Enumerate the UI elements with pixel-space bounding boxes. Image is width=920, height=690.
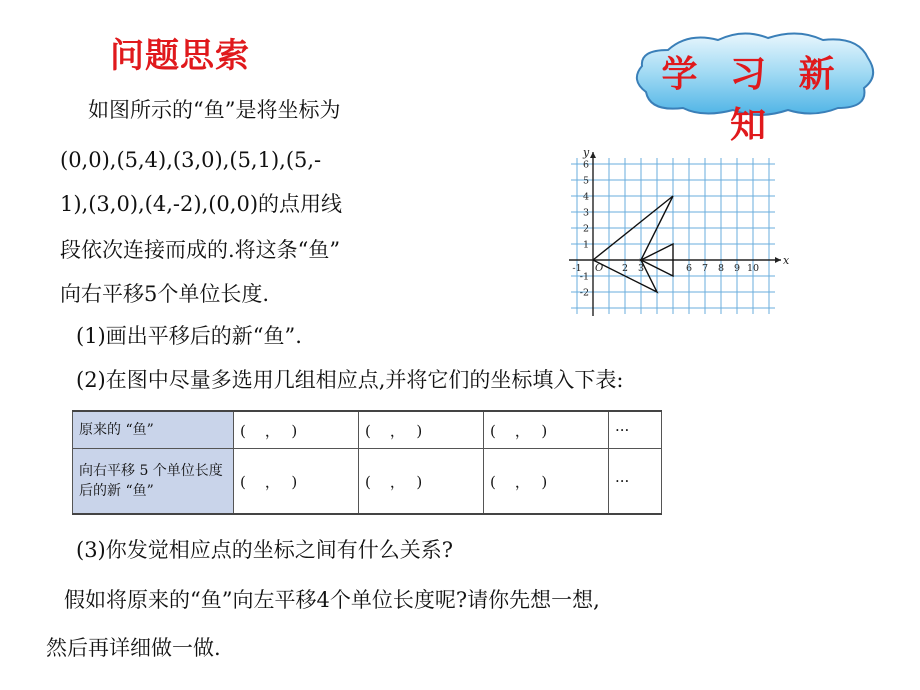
table-cell[interactable]: ( ， ) <box>359 449 484 515</box>
problem-line-3: 1),(3,0),(4,-2),(0,0)的点用线 <box>60 192 343 216</box>
y-tick-label: 2 <box>582 223 589 235</box>
badge-label: 学 习 新 知 <box>661 54 845 146</box>
table-cell-more: ··· <box>609 411 662 449</box>
x-tick-label: 10 <box>746 263 760 274</box>
table-cell[interactable]: ( ， ) <box>234 449 359 515</box>
y-tick-label: -2 <box>579 287 589 299</box>
row-label-original: 原来的 “鱼” <box>73 411 234 449</box>
y-axis-label: y <box>583 146 590 159</box>
origin-label: O <box>595 263 604 274</box>
table-row <box>73 449 662 515</box>
x-tick-label: -1 <box>572 263 582 274</box>
coordinate-table <box>72 410 662 515</box>
table-cell-more: ··· <box>609 449 662 515</box>
row-label-translated: 向右平移 5 个单位长度后的新 “鱼” <box>73 449 234 515</box>
table-cell[interactable]: ( ， ) <box>484 411 609 449</box>
y-tick-label: 3 <box>582 207 589 219</box>
problem-line-1: 如图所示的“鱼”是将坐标为 <box>88 98 341 122</box>
y-tick-label: -1 <box>579 271 589 283</box>
page-title: 问题思索 <box>110 36 250 76</box>
follow-up-line-1: 假如将原来的“鱼”向左平移4个单位长度呢?请你先想一想, <box>64 588 600 612</box>
problem-line-2: (0,0),(5,4),(3,0),(5,1),(5,- <box>60 148 322 172</box>
question-2: (2)在图中尽量多选用几组相应点,并将它们的坐标填入下表: <box>76 368 624 392</box>
table-cell[interactable]: ( ， ) <box>359 411 484 449</box>
x-tick-label: 8 <box>717 263 725 274</box>
y-tick-label: 4 <box>582 191 589 203</box>
x-tick-label: 9 <box>733 263 741 274</box>
problem-line-4: 段依次连接而成的.将这条“鱼” <box>60 238 341 262</box>
y-tick-label: 5 <box>582 175 589 187</box>
y-axis-arrow <box>590 152 596 158</box>
y-tick-label: 6 <box>582 159 589 171</box>
coordinate-graph <box>560 140 790 330</box>
problem-line-5: 向右平移5个单位长度. <box>60 282 270 306</box>
x-axis-arrow <box>775 257 781 263</box>
x-tick-label: 7 <box>701 263 709 274</box>
follow-up-line-2: 然后再详细做一做. <box>46 636 221 660</box>
y-tick-label: 1 <box>582 239 589 251</box>
x-tick-label: 3 <box>637 263 645 274</box>
table-row <box>73 411 662 449</box>
x-tick-label: 2 <box>621 263 629 274</box>
section-badge <box>628 28 878 146</box>
question-3: (3)你发觉相应点的坐标之间有什么关系? <box>76 538 454 562</box>
table-cell[interactable]: ( ， ) <box>484 449 609 515</box>
x-tick-label: 6 <box>685 263 693 274</box>
question-1: (1)画出平移后的新“鱼”. <box>76 324 302 348</box>
table-cell[interactable]: ( ， ) <box>234 411 359 449</box>
x-axis-label: x <box>783 254 790 267</box>
